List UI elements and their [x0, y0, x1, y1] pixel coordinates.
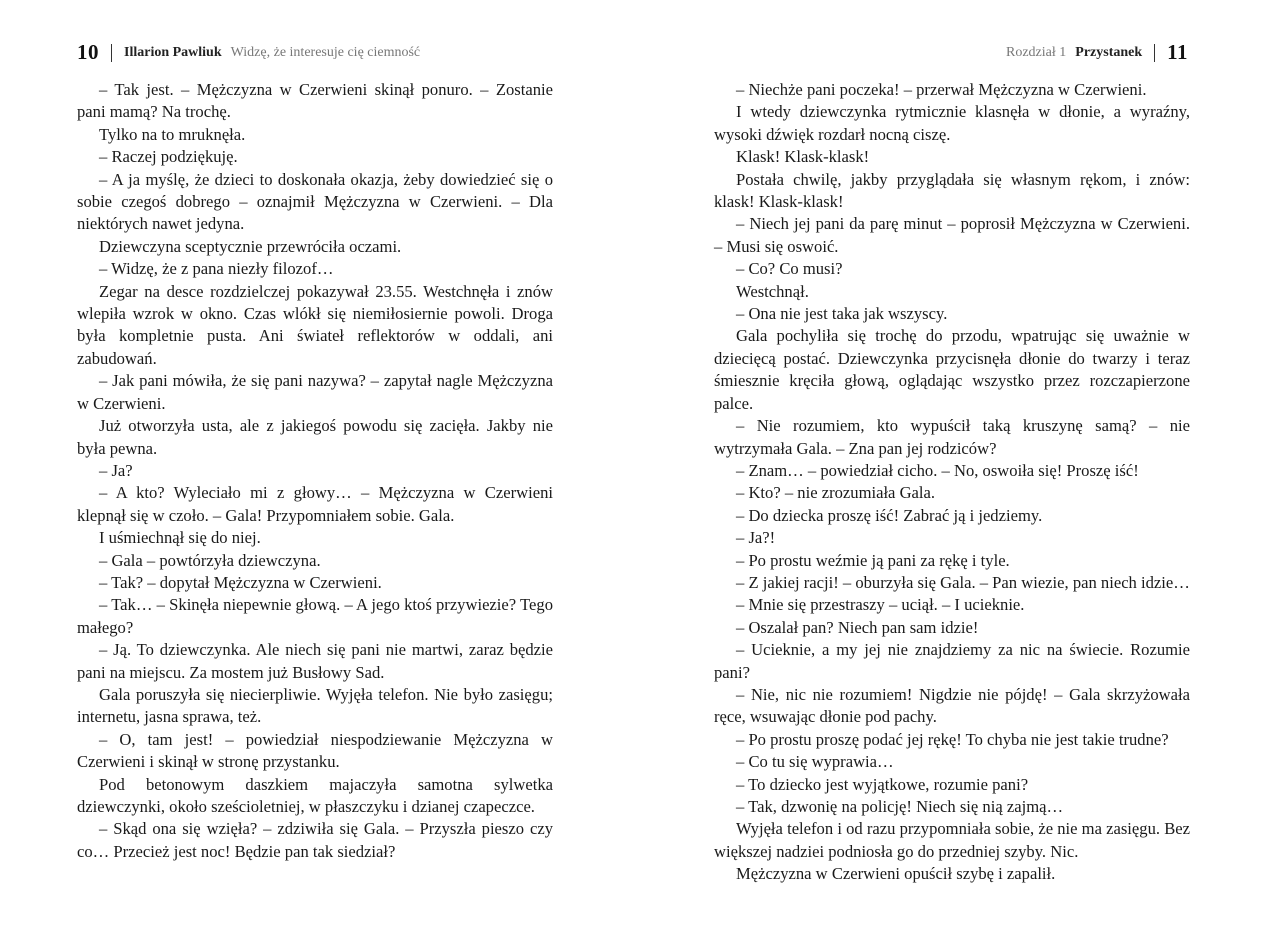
paragraph: – Ucieknie, a my jej nie znajdziemy za nic na świecie. Rozumie pani? — [714, 640, 1190, 682]
paragraph: – Co? Co musi? — [736, 259, 843, 279]
paragraph: – Ją. To dziewczynka. Ale niech się pani nie martwi, zaraz będzie pani na miejscu. Za mostem już Busłowy Sad. — [77, 640, 553, 682]
paragraph: – Tak… – Skinęła niepewnie głową. – A jego ktoś przywiezie? Tego małego? — [77, 595, 553, 637]
paragraph: – Niech jej pani da parę minut – poprosił Mężczyzna w Czerwieni. – Musi się oswoić. — [714, 214, 1190, 256]
paragraph: – A kto? Wyleciało mi z głowy… – Mężczyzna w Czerwieni klepnął się w czoło. – Gala! Przypomniałem sobie. Gala. — [77, 483, 553, 525]
paragraph: – Co tu się wyprawia… — [736, 752, 894, 772]
paragraph: – Ja? — [99, 460, 133, 480]
paragraph: – Oszalał pan? Niech pan sam idzie! — [736, 617, 979, 637]
author-name: Illarion Pawliuk — [124, 44, 222, 60]
right-running-header — [1006, 40, 1188, 65]
paragraph: – A ja myślę, że dzieci to doskonała okazja, żeby dowiedzieć się o sobie czegoś dobrego – oznajmił Mężczyzna w Czerwieni. – Dla niektórych nawet jedyna. — [77, 169, 553, 234]
paragraph: – Nie rozumiem, kto wypuścił taką kruszynę samą? – nie wytrzymała Gala. – Zna pan jej rodziców? — [714, 416, 1190, 458]
paragraph: Tylko na to mruknęła. — [99, 124, 246, 144]
paragraph: – Do dziecka proszę iść! Zabrać ją i jedziemy. — [736, 505, 1043, 525]
paragraph: – Ona nie jest taka jak wszyscy. — [736, 304, 948, 324]
paragraph: – Mnie się przestraszy – uciął. – I ucieknie. — [736, 595, 1025, 615]
paragraph: Już otworzyła usta, ale z jakiegoś powodu się zacięła. Jakby nie była pewna. — [77, 416, 553, 458]
paragraph: – O, tam jest! – powiedział niespodziewanie Mężczyzna w Czerwieni i skinął w stronę przystanku. — [77, 729, 553, 772]
paragraph: Gala poruszyła się niecierpliwie. Wyjęła telefon. Nie było zasięgu; internetu, jasna sprawa, też. — [77, 684, 553, 727]
header-divider — [111, 44, 112, 62]
page-number-right: 11 — [1167, 40, 1188, 64]
paragraph: – To dziecko jest wyjątkowe, rozumie pani? — [736, 774, 1029, 794]
page-number-left: 10 — [77, 40, 99, 64]
paragraph: – Tak jest. – Mężczyzna w Czerwieni skinął ponuro. – Zostanie pani mamą? Na trochę. — [77, 80, 553, 122]
paragraph: Dziewczyna sceptycznie przewróciła oczami. — [99, 236, 402, 256]
paragraph: – Z jakiej racji! – oburzyła się Gala. – Pan wiezie, pan niech idzie… — [736, 572, 1190, 592]
paragraph: – Po prostu weźmie ją pani za rękę i tyle. — [736, 550, 1010, 570]
paragraph: – Skąd ona się wzięła? – zdziwiła się Gala. – Przyszła pieszo czy co… Przecież jest noc! Będzie pan tak siedział? — [77, 819, 553, 861]
chapter-title: Przystanek — [1075, 44, 1143, 60]
paragraph: – Ja?! — [736, 528, 776, 548]
paragraph: Klask! Klask-klask! — [736, 147, 870, 167]
paragraph: Zegar na desce rozdzielczej pokazywał 23.55. Westchnęła i znów wlepiła wzrok w okno. Czas wlókł się niemiłosiernie powoli. Droga była kompletnie pusta. Ani świateł reflektorów w oddali, ani zabudowań. — [77, 281, 553, 368]
paragraph: I wtedy dziewczynka rytmicznie klasnęła w dłonie, a wyraźny, wysoki dźwięk rozdarł nocną ciszę. — [714, 102, 1190, 144]
right-page — [633, 0, 1267, 943]
header-divider — [1154, 44, 1155, 62]
paragraph: Westchnął. — [736, 281, 809, 301]
running-title: Widzę, że interesuje cię ciemność — [230, 44, 421, 60]
paragraph: – Gala – powtórzyła dziewczyna. — [99, 550, 321, 570]
left-running-header — [77, 40, 420, 65]
paragraph: – Tak? – dopytał Mężczyzna w Czerwieni. — [99, 572, 382, 592]
paragraph: Pod betonowym daszkiem majaczyła samotna sylwetka dziewczynki, około sześcioletniej, w płaszczyku i dzianej czapeczce. — [77, 774, 553, 816]
paragraph: Wyjęła telefon i od razu przypomniała sobie, że nie ma zasięgu. Bez większej nadziei podniosła go do przedniej szyby. Nic. — [714, 819, 1190, 861]
paragraph: – Kto? – nie zrozumiała Gala. — [736, 483, 936, 503]
paragraph: – Raczej podziękuję. — [99, 147, 238, 167]
paragraph: – Znam… – powiedział cicho. – No, oswoiła się! Proszę iść! — [736, 460, 1139, 480]
paragraph: – Nie, nic nie rozumiem! Nigdzie nie pójdę! – Gala skrzyżowała ręce, wsuwając dłonie pod pachy. — [714, 684, 1190, 727]
paragraph: – Widzę, że z pana niezły filozof… — [99, 259, 334, 279]
paragraph: Postała chwilę, jakby przyglądała się własnym rękom, i znów: klask! Klask-klask! — [714, 169, 1190, 212]
paragraph: – Niechże pani poczeka! – przerwał Mężczyzna w Czerwieni. — [736, 80, 1147, 99]
paragraph: – Tak, dzwonię na policję! Niech się nią zajmą… — [736, 797, 1064, 816]
left-page — [0, 0, 633, 943]
paragraph: – Jak pani mówiła, że się pani nazywa? – zapytał nagle Mężczyzna w Czerwieni. — [77, 371, 553, 413]
chapter-label: Rozdział 1 — [1006, 44, 1067, 60]
right-body-text — [714, 79, 1190, 886]
paragraph: I uśmiechnął się do niej. — [99, 528, 261, 548]
left-body-text — [77, 79, 553, 863]
paragraph: – Po prostu proszę podać jej rękę! To chyba nie jest takie trudne? — [736, 729, 1169, 749]
paragraph: Gala pochyliła się trochę do przodu, wpatrując się uważnie w dziecięcą postać. Dziewczynka przycisnęła dłonie do twarzy i teraz śmiesznie kręciła głową, oglądając wszystko przez rozczapierzone palce. — [714, 326, 1190, 413]
paragraph: Mężczyzna w Czerwieni opuścił szybę i zapalił. — [736, 864, 1056, 884]
